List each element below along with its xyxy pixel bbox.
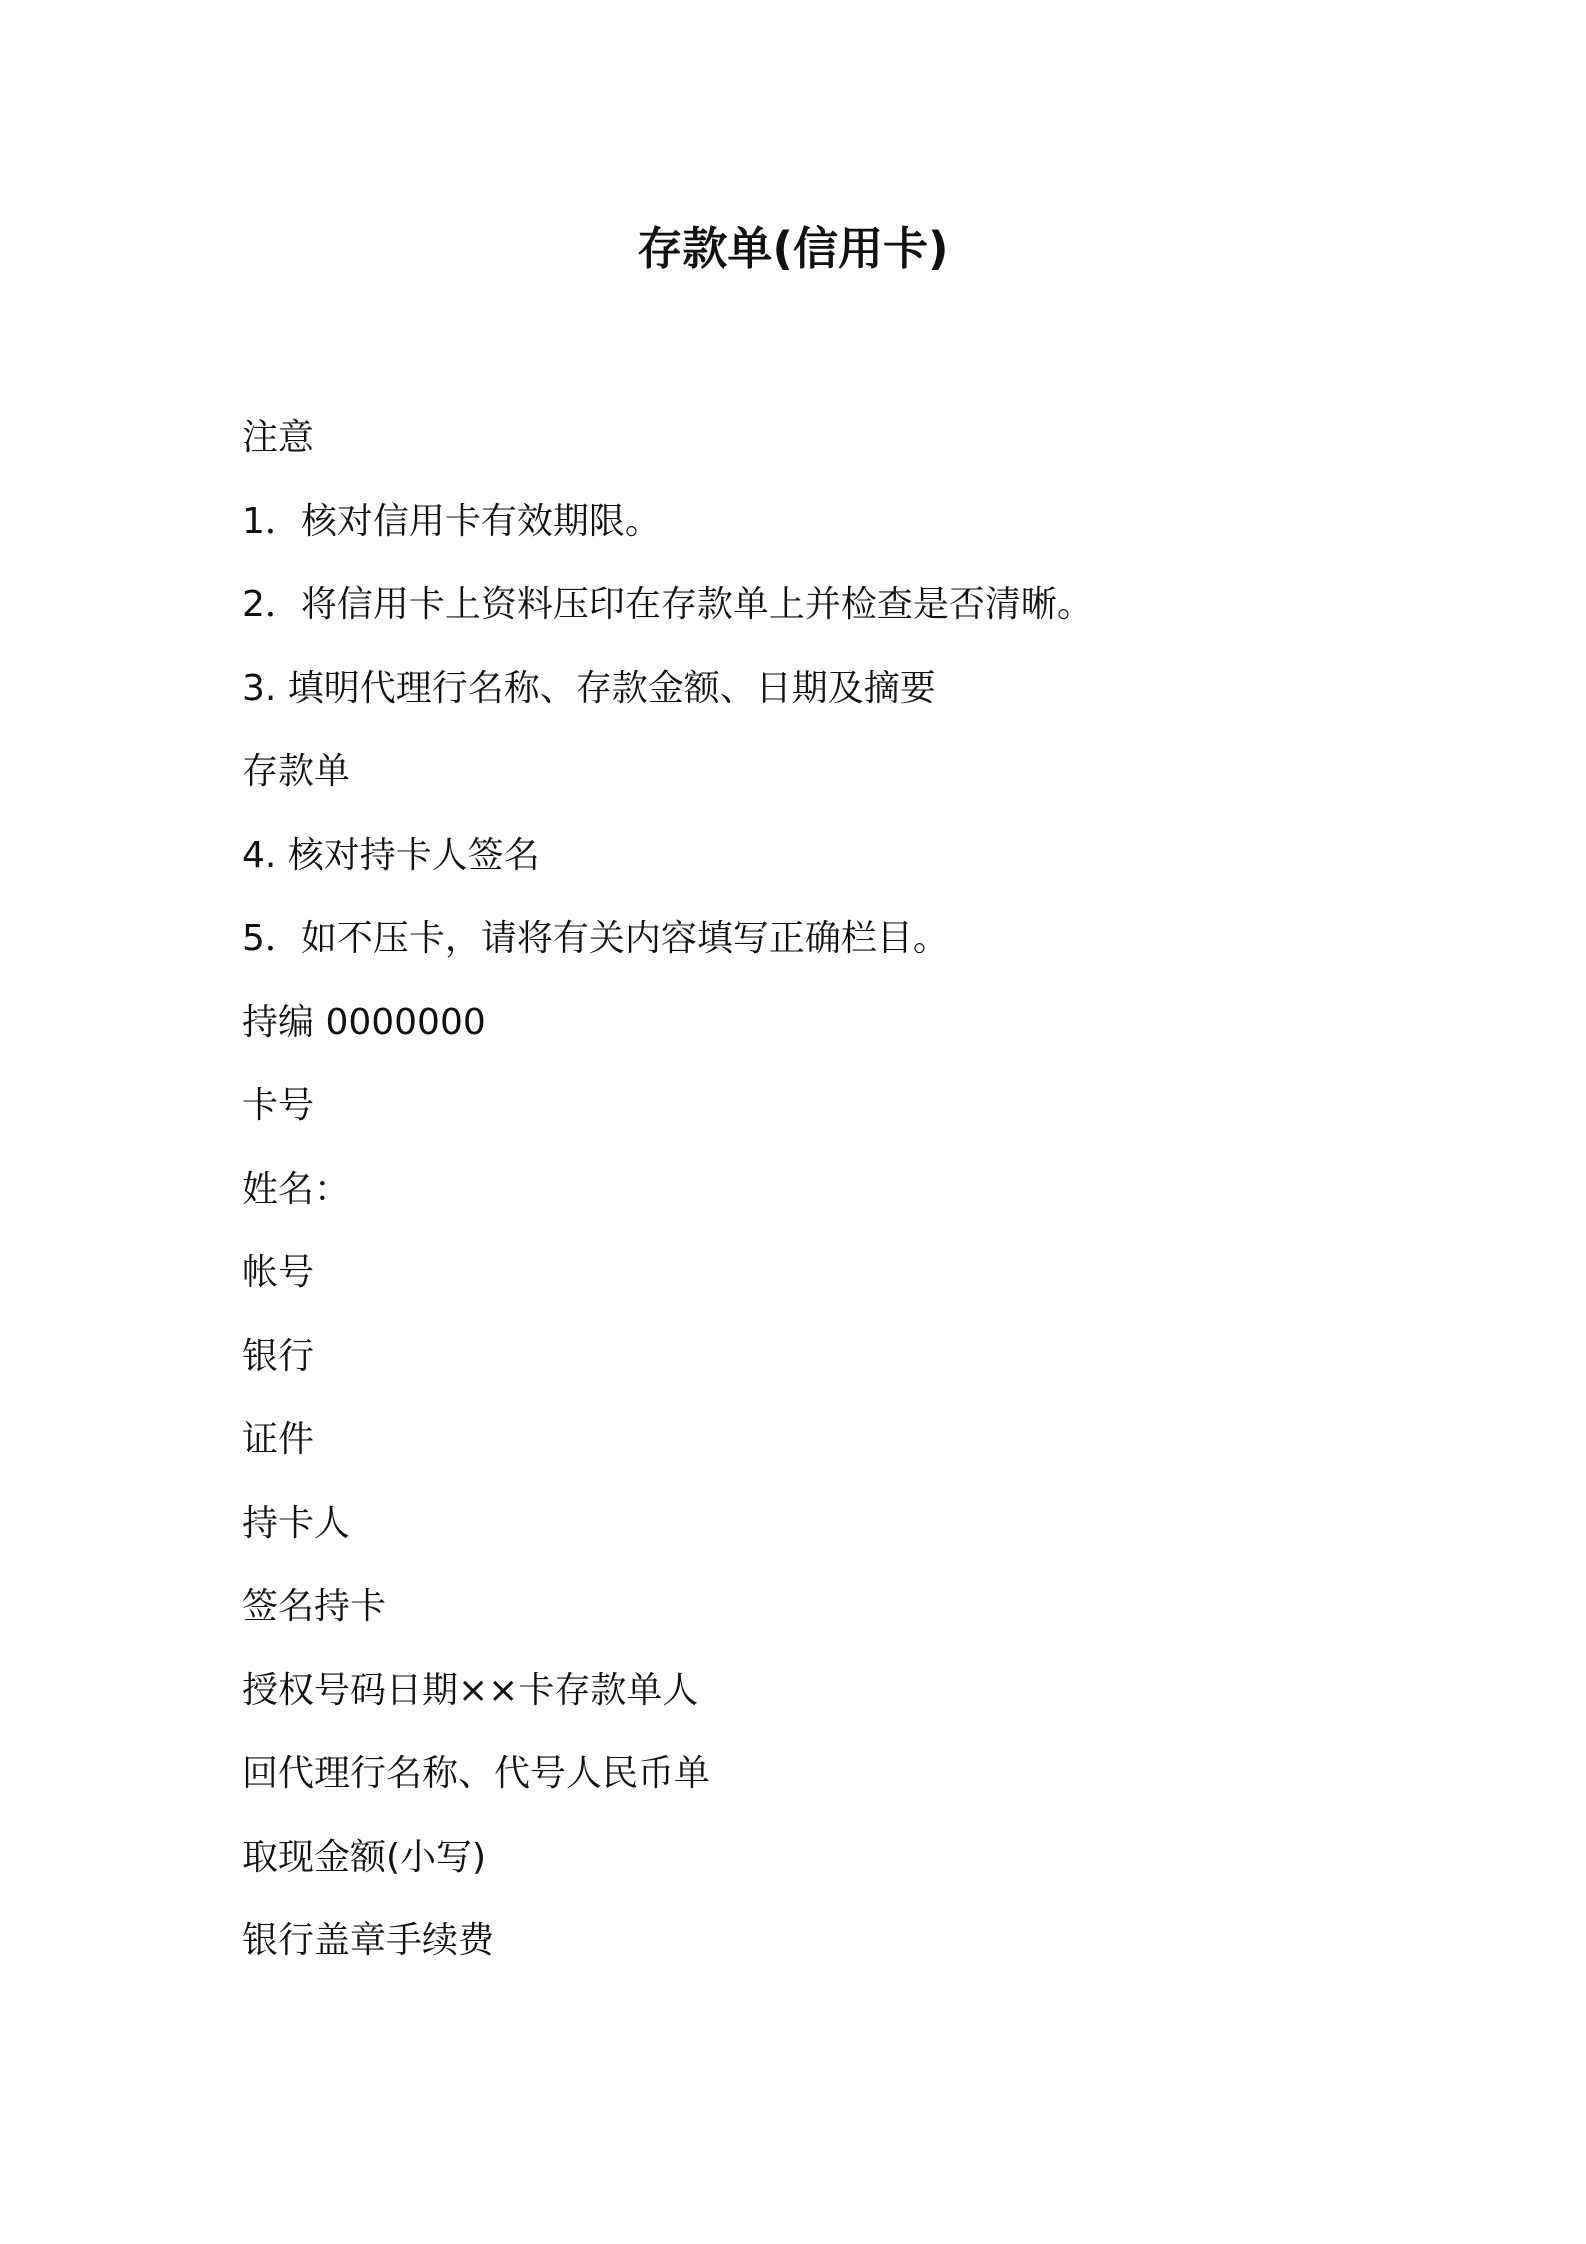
field-bank: 银行 (242, 1335, 315, 1377)
field-agent-bank-code: 回代理行名称、代号人民币单 (242, 1753, 711, 1794)
field-holder-number: 持编 0000000 (242, 1001, 486, 1043)
field-cardholder: 持卡人 (242, 1502, 351, 1544)
field-name: 姓名： (242, 1168, 351, 1210)
field-withdrawal-amount: 取现金额(小写) (242, 1836, 487, 1878)
field-authorization-date: 授权号码日期××卡存款单人 (242, 1669, 699, 1711)
notice-item-2: 2．将信用卡上资料压印在存款单上并检查是否清晰。 (242, 584, 1093, 625)
notice-item-1: 1．核对信用卡有效期限。 (242, 500, 661, 542)
document-title: 存款单(信用卡) (637, 222, 949, 275)
field-cardholder-signature: 签名持卡 (242, 1586, 387, 1627)
field-id-document: 证件 (242, 1419, 315, 1460)
field-account-number: 帐号 (242, 1252, 315, 1293)
document-body (242, 403, 1442, 1990)
section-deposit-slip: 存款单 (242, 751, 351, 792)
notice-heading: 注意 (242, 417, 315, 458)
field-bank-stamp-fee: 银行盖章手续费 (242, 1920, 495, 1961)
notice-item-3: 3. 填明代理行名称、存款金额、日期及摘要 (242, 667, 936, 709)
notice-item-5: 5．如不压卡，请将有关内容填写正确栏目。 (242, 918, 949, 959)
notice-item-4: 4. 核对持卡人签名 (242, 834, 540, 876)
field-card-number: 卡号 (242, 1085, 315, 1126)
